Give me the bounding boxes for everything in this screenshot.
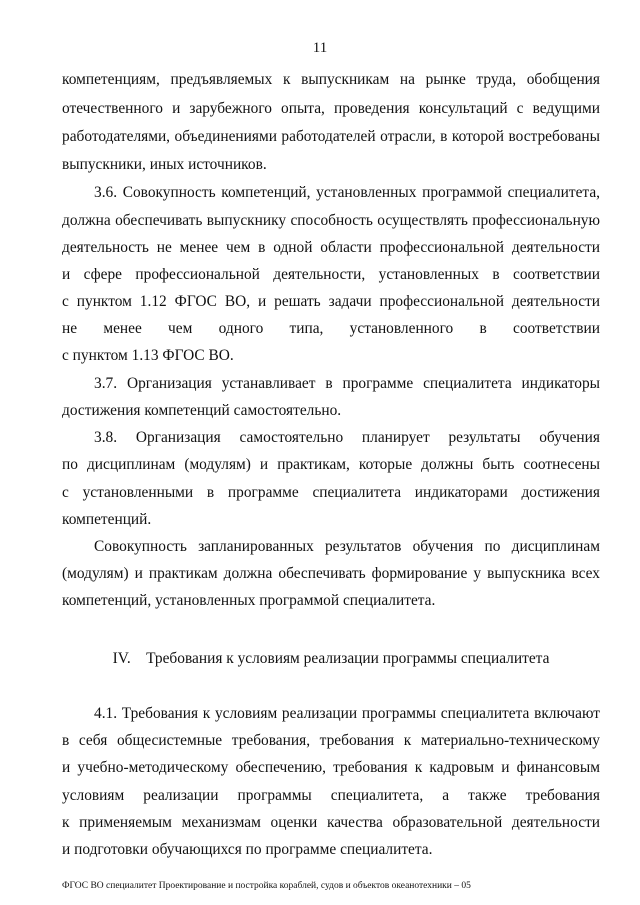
paragraph-3-6-first-line: 3.6. Совокупность компетенций, установленных программой специалитета, [94,184,600,201]
text-line: (модулям) и практикам должна обеспечивать формирование у выпускника всех [62,565,600,582]
section-heading: IV. Требования к условиям реализации программы специалитета [112,650,550,667]
text-line: с установленными в программе специалитета индикаторами достижения [62,484,600,501]
text-line: по дисциплинам (модулям) и практикам, которые должны быть соотнесены [62,456,600,473]
text-line: компетенциям, предъявляемых к выпускникам на рынке труда, обобщения [62,71,600,88]
text-line: к применяемым механизмам оценки качества образовательной деятельности [62,814,600,831]
text-line: должна обеспечивать выпускнику способность осуществлять профессиональную [62,212,600,229]
paragraph-first-line: Совокупность запланированных результатов обучения по дисциплинам [94,538,600,555]
paragraph-3-8-first-line: 3.8. Организация самостоятельно планирует результаты обучения [94,429,600,446]
page-number: 11 [312,40,328,56]
page-footer: ФГОС ВО специалитет Проектирование и постройка кораблей, судов и объектов океанотехники – 05 [62,881,471,891]
text-line: в себя общесистемные требования, требования к материально-техническому [62,732,600,749]
text-line: и подготовки обучающихся по программе специалитета. [62,841,433,858]
paragraph-4-1-first-line: 4.1. Требования к условиям реализации программы специалитета включают [94,705,600,722]
text-line: выпускники, иных источников. [62,156,267,173]
text-line: условиям реализации программы специалитета, а также требования [62,787,600,804]
text-line: и сфере профессиональной деятельности, установленных в соответствии [62,266,600,283]
text-line: отечественного и зарубежного опыта, проведения консультаций с ведущими [62,100,600,117]
text-line: и учебно-методическому обеспечению, требования к кадровым и финансовым [62,759,600,776]
text-line: с пунктом 1.12 ФГОС ВО, и решать задачи профессиональной деятельности [62,293,600,310]
text-line: достижения компетенций самостоятельно. [62,402,342,419]
text-line: деятельность не менее чем в одной области профессиональной деятельности [62,239,600,256]
paragraph-3-7-first-line: 3.7. Организация устанавливает в программе специалитета индикаторы [94,375,600,392]
text-line: не менее чем одного типа, установленного в соответствии [62,320,600,337]
text-line: компетенций, установленных программой специалитета. [62,592,436,609]
text-line: компетенций. [62,511,152,528]
text-line: с пунктом 1.13 ФГОС ВО. [62,347,234,364]
text-line: работодателями, объединениями работодателей отрасли, в которой востребованы [62,128,600,145]
